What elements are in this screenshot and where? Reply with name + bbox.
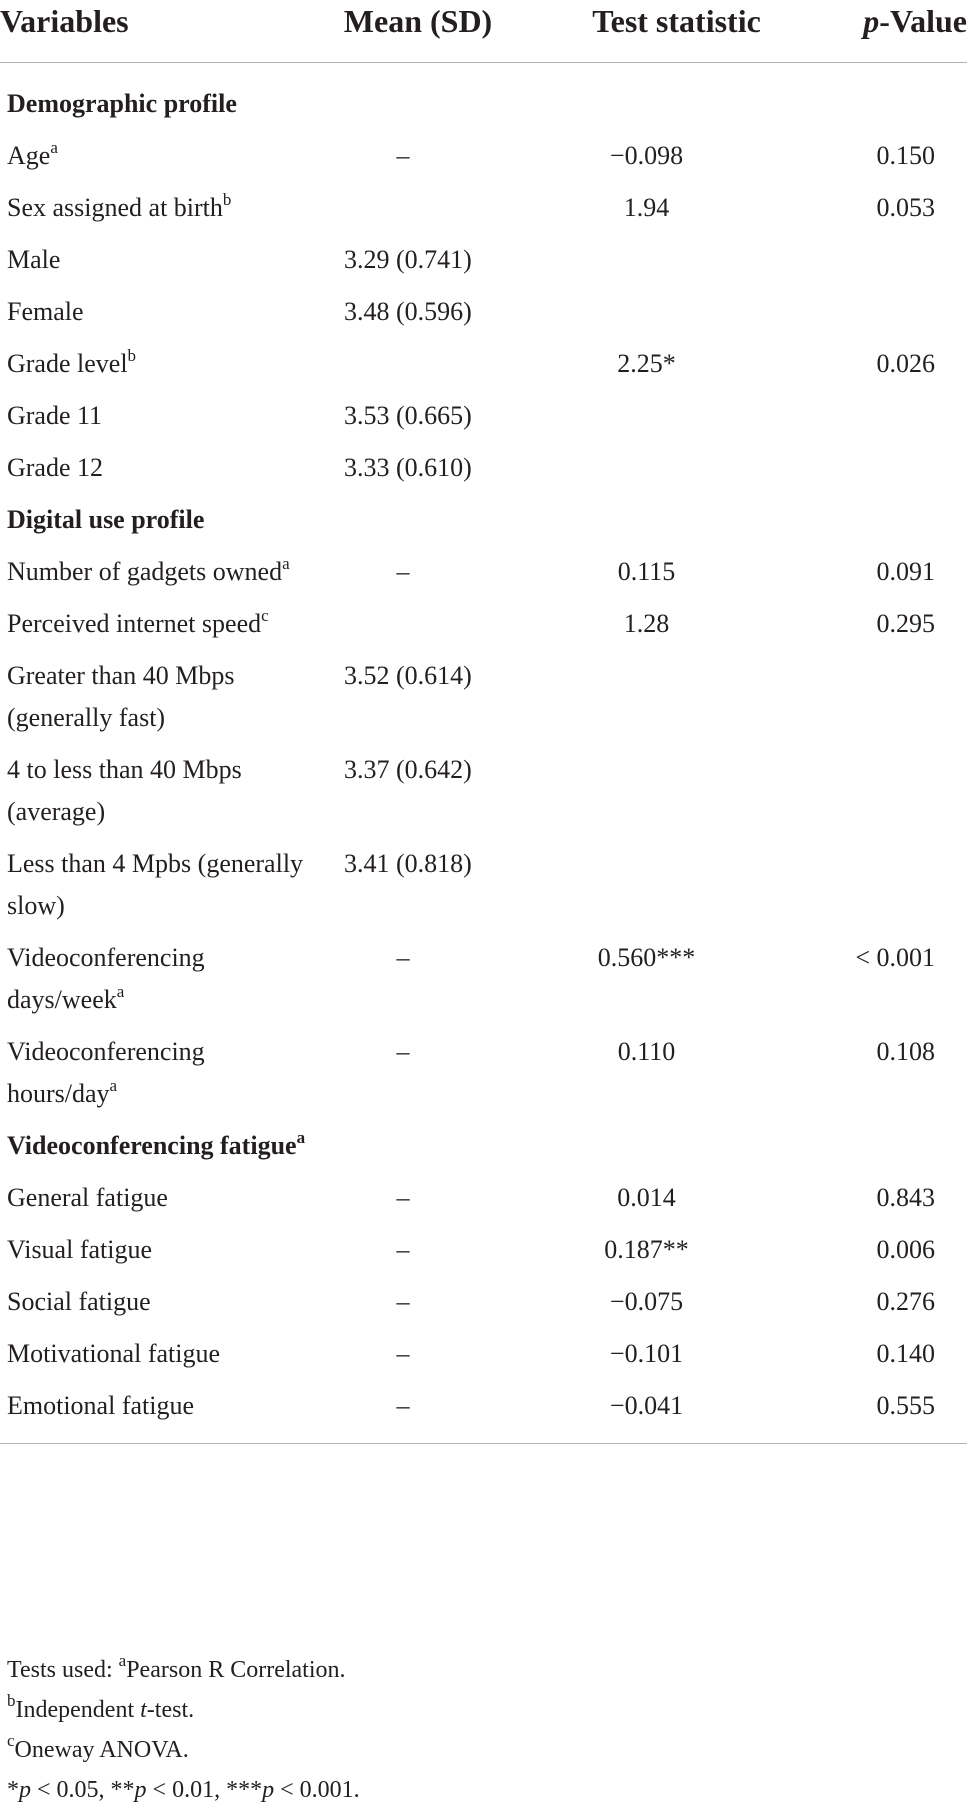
header-p-rest: -Value [879, 3, 967, 39]
section-row [0, 491, 967, 543]
sig-star-2: ** [110, 1777, 135, 1803]
variable-cell [0, 929, 320, 1023]
sig-p-2: p [134, 1777, 147, 1803]
mean-sd-cell [320, 1117, 516, 1169]
variable-label: Female [7, 297, 84, 326]
variable-cell [0, 179, 320, 231]
mean-sd-cell: – [396, 1183, 410, 1212]
variable-label: Digital use profile [7, 505, 205, 534]
variable-cell [0, 63, 320, 128]
test-statistic-cell: −0.101 [609, 1339, 684, 1368]
mean-sd-cell: – [396, 557, 410, 586]
mean-sd-cell [320, 335, 516, 387]
variable-cell [0, 439, 320, 491]
variable-label: Number of gadgets owned [7, 557, 283, 586]
header-mean-sd: Mean (SD) [320, 0, 516, 63]
variable-label: Emotional fatigue [7, 1391, 195, 1420]
sig-p-3: p [262, 1777, 275, 1803]
variable-cell [0, 127, 320, 179]
test-statistic-cell: 0.110 [617, 1037, 676, 1066]
variable-cell [0, 387, 320, 439]
table-row [0, 929, 967, 1023]
footnote-a-text: Pearson R Correlation. [126, 1657, 346, 1683]
test-statistic-cell [516, 1117, 837, 1169]
p-value-cell [837, 835, 967, 929]
mean-sd-cell [320, 595, 516, 647]
sig-text-3: < 0.001. [274, 1777, 360, 1803]
test-statistic-cell [516, 491, 837, 543]
variable-label: 4 to less than 40 Mbps (average) [7, 755, 242, 826]
p-value-cell [837, 1117, 967, 1169]
test-statistic-cell: 0.560*** [597, 943, 696, 972]
p-value-cell: 0.108 [876, 1037, 935, 1066]
footnote-a-marker: a [118, 1651, 127, 1670]
mean-sd-cell: 3.29 (0.741) [344, 245, 472, 274]
p-value-cell: 0.091 [876, 557, 935, 586]
variable-label: Grade 11 [7, 401, 103, 430]
mean-sd-cell: – [396, 943, 410, 972]
footnote-significance [7, 1770, 947, 1810]
footnote-marker: c [261, 606, 269, 625]
footnote-tests-a [7, 1650, 947, 1690]
sig-star-1: * [7, 1777, 19, 1803]
variable-label: Grade level [7, 349, 128, 378]
p-value-cell [837, 63, 967, 128]
mean-sd-cell: – [396, 1339, 410, 1368]
footnote-marker: a [50, 138, 58, 157]
variable-label: Less than 4 Mpbs (generally slow) [7, 849, 304, 920]
p-value-cell [837, 439, 967, 491]
test-statistic-cell: 1.94 [623, 193, 670, 222]
footnote-marker: b [222, 190, 232, 209]
header-row [0, 0, 967, 63]
variable-label: General fatigue [7, 1183, 168, 1212]
test-statistic-cell: −0.041 [516, 1377, 837, 1444]
variable-cell [0, 1377, 320, 1444]
p-value-cell: 0.150 [876, 141, 935, 170]
variable-label: Age [7, 141, 51, 170]
footnote-b-t: t [140, 1697, 147, 1723]
variable-cell [0, 835, 320, 929]
variable-cell [0, 543, 320, 595]
mean-sd-cell: 3.37 (0.642) [344, 755, 472, 784]
table-row [0, 835, 967, 929]
test-statistic-cell [516, 63, 837, 128]
variable-label: Social fatigue [7, 1287, 151, 1316]
footnote-b-text: Independent [15, 1697, 141, 1723]
p-value-cell [837, 491, 967, 543]
mean-sd-cell: 3.41 (0.818) [344, 849, 472, 878]
variable-label: Demographic profile [7, 89, 237, 118]
table-row [0, 647, 967, 741]
p-value-cell [837, 647, 967, 741]
test-statistic-cell [516, 231, 837, 283]
table-row [0, 283, 967, 335]
table-row [0, 595, 967, 647]
variable-cell [0, 1169, 320, 1221]
mean-sd-cell: – [396, 141, 410, 170]
table-row [0, 179, 967, 231]
mean-sd-cell [320, 179, 516, 231]
mean-sd-cell: – [396, 1287, 410, 1316]
variable-cell [0, 231, 320, 283]
test-statistic-cell: −0.098 [609, 141, 684, 170]
variable-label: Videoconferencing hours/day [7, 1037, 205, 1108]
p-value-cell: < 0.001 [855, 943, 935, 972]
table-row [0, 1221, 967, 1273]
mean-sd-cell: 3.52 (0.614) [344, 661, 472, 690]
variable-label: Greater than 40 Mbps (generally fast) [7, 661, 235, 732]
mean-sd-cell: – [396, 1235, 410, 1264]
p-value-cell: 0.843 [876, 1183, 935, 1212]
table-footnotes [7, 1650, 947, 1810]
variable-cell [0, 1221, 320, 1273]
test-statistic-cell: −0.075 [609, 1287, 684, 1316]
footnote-b-text-end: -test. [146, 1697, 195, 1723]
table-body [0, 63, 967, 1444]
p-value-cell: 0.053 [876, 193, 935, 222]
table-row [0, 439, 967, 491]
p-value-cell: 0.006 [876, 1235, 935, 1264]
table-row [0, 1325, 967, 1377]
p-value-cell [837, 741, 967, 835]
variable-label: Perceived internet speed [7, 609, 262, 638]
footnote-marker: a [116, 982, 125, 1001]
variable-cell [0, 595, 320, 647]
footnote-marker: a [282, 554, 290, 573]
table-row [0, 741, 967, 835]
section-row [0, 1117, 967, 1169]
table-row [0, 335, 967, 387]
variable-label: Grade 12 [7, 453, 104, 482]
variable-cell [0, 647, 320, 741]
test-statistic-cell: 0.014 [617, 1183, 676, 1212]
p-value-cell [837, 231, 967, 283]
variable-label: Male [7, 245, 61, 274]
variable-cell [0, 283, 320, 335]
footnote-b-marker: b [7, 1691, 16, 1710]
footnote-marker: a [296, 1128, 306, 1147]
test-statistic-cell [516, 835, 837, 929]
sig-p-1: p [19, 1777, 31, 1803]
table-row [0, 543, 967, 595]
mean-sd-cell: 3.48 (0.596) [344, 297, 472, 326]
header-variables: Variables [0, 0, 320, 63]
test-statistic-cell [516, 741, 837, 835]
footnote-tests-prefix: Tests used: [7, 1657, 119, 1683]
test-statistic-cell: 0.187** [604, 1235, 689, 1264]
footnote-marker: b [127, 346, 137, 365]
footnote-c-text: Oneway ANOVA. [14, 1737, 189, 1763]
variable-cell [0, 335, 320, 387]
test-statistic-cell: 1.28 [623, 609, 670, 638]
test-statistic-cell [516, 439, 837, 491]
table-header [0, 0, 967, 63]
variable-cell [0, 741, 320, 835]
test-statistic-cell [516, 387, 837, 439]
p-value-cell: 0.295 [876, 609, 935, 638]
variable-cell [0, 1117, 320, 1169]
variable-cell [0, 491, 320, 543]
header-p-value [837, 0, 967, 63]
variable-label: Motivational fatigue [7, 1339, 221, 1368]
test-statistic-cell: 2.25* [617, 349, 676, 378]
section-row [0, 63, 967, 128]
p-value-cell: 0.140 [876, 1339, 935, 1368]
variable-label: Sex assigned at birth [7, 193, 223, 222]
header-p-italic: p [863, 3, 880, 39]
table-row [0, 127, 967, 179]
mean-sd-cell: 3.53 (0.665) [344, 401, 472, 430]
variable-cell [0, 1325, 320, 1377]
mean-sd-cell [320, 491, 516, 543]
table-row [0, 1023, 967, 1117]
p-value-cell: 0.276 [876, 1287, 935, 1316]
footnote-marker: a [109, 1076, 118, 1095]
table-row [0, 1169, 967, 1221]
test-statistic-cell: 0.115 [617, 557, 676, 586]
p-value-cell: 0.555 [837, 1377, 967, 1444]
p-value-cell [837, 283, 967, 335]
header-test-statistic: Test statistic [516, 0, 837, 63]
sig-star-3: *** [226, 1777, 263, 1803]
mean-sd-cell [320, 63, 516, 128]
mean-sd-cell: – [396, 1037, 410, 1066]
table-row [0, 387, 967, 439]
variable-cell [0, 1023, 320, 1117]
variable-label: Visual fatigue [7, 1235, 153, 1264]
footnote-c [7, 1730, 947, 1770]
p-value-cell: 0.026 [876, 349, 935, 378]
sig-text-1: < 0.05, [31, 1777, 111, 1803]
variable-label: Videoconferencing fatigue [7, 1131, 297, 1160]
p-value-cell [837, 387, 967, 439]
variable-label: Videoconferencing days/week [7, 943, 205, 1014]
mean-sd-cell: 3.33 (0.610) [344, 453, 472, 482]
table-row [0, 1273, 967, 1325]
variable-cell [0, 1273, 320, 1325]
test-statistic-cell [516, 283, 837, 335]
test-statistic-cell [516, 647, 837, 741]
table-row [0, 231, 967, 283]
footnote-c-marker: c [7, 1731, 15, 1750]
footnote-b [7, 1690, 947, 1730]
table-row [0, 1377, 967, 1444]
mean-sd-cell: – [320, 1377, 516, 1444]
sig-text-2: < 0.01, [146, 1777, 227, 1803]
